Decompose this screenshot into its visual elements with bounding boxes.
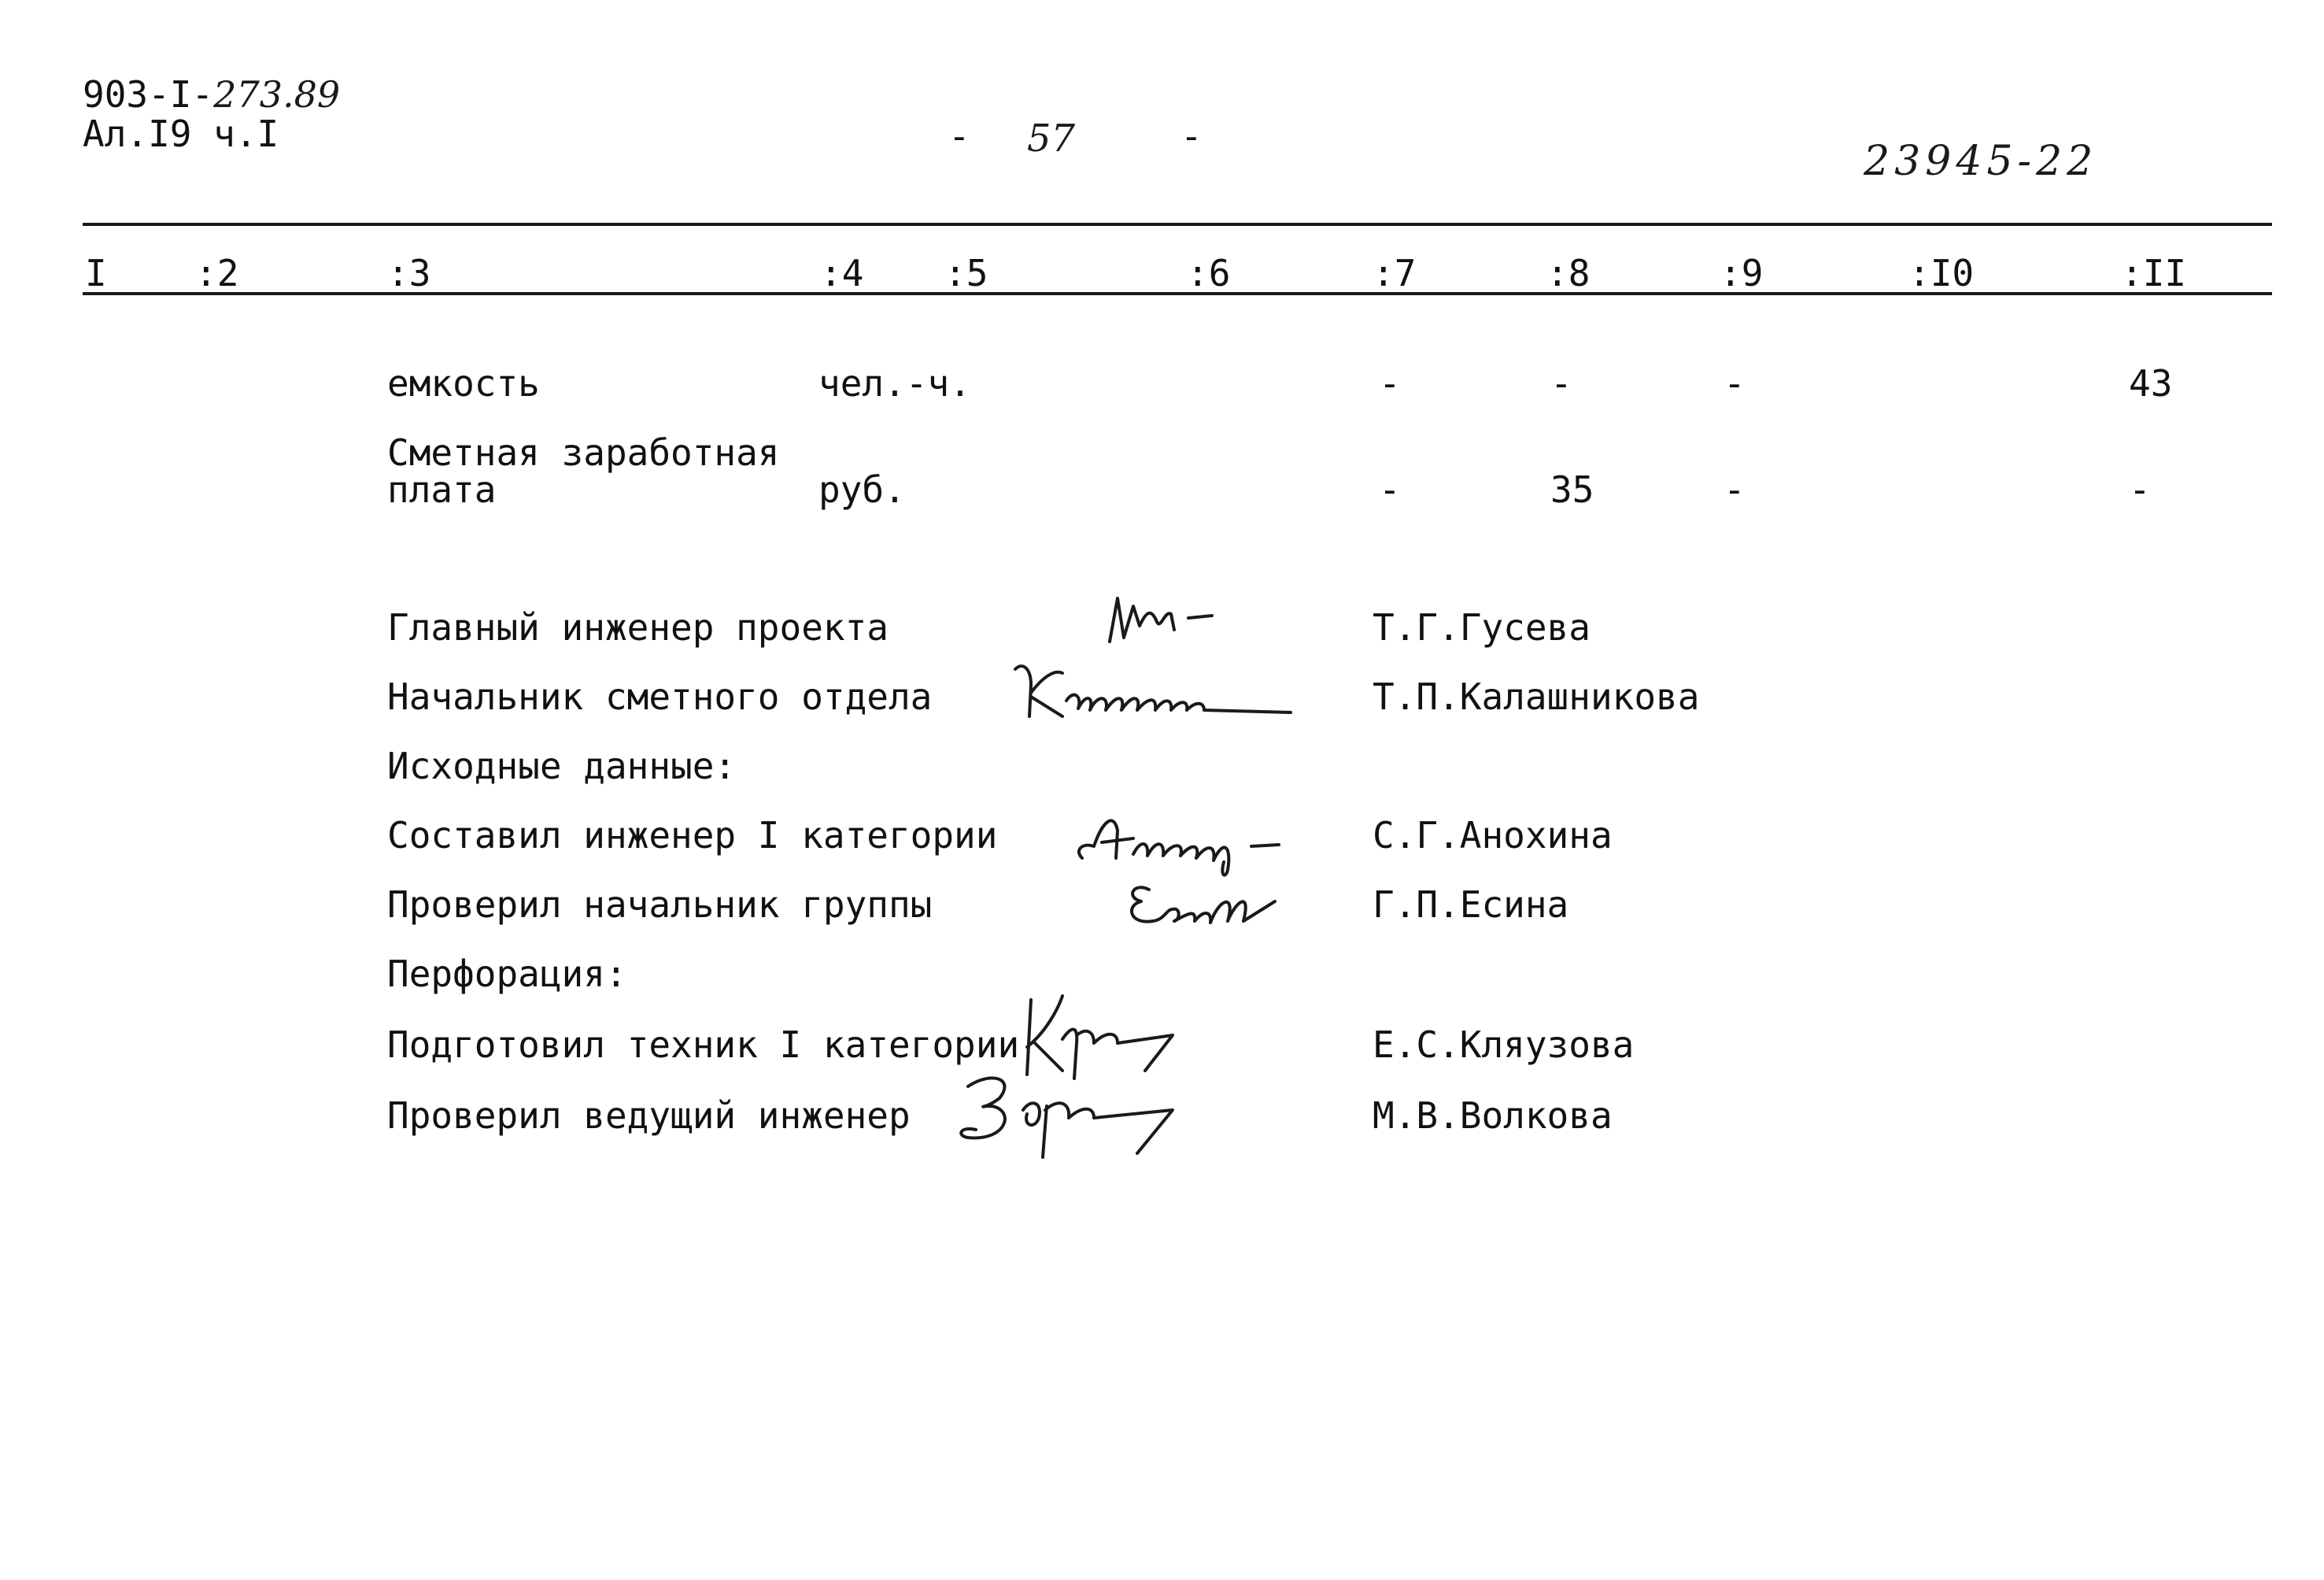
column-header: :8 [1546, 252, 1591, 294]
column-header: :6 [1187, 252, 1231, 294]
signature-esina-handwriting [1118, 866, 1306, 937]
table-top-rule [83, 223, 2272, 226]
row-unit: руб. [818, 468, 906, 511]
column-header: :5 [944, 252, 988, 294]
signature-role: Составил инженер I категории [387, 814, 998, 857]
column-header: :II [2121, 252, 2187, 294]
column-header: :2 [195, 252, 239, 294]
document-code-handwritten: 273.89 [213, 73, 341, 116]
signature-name: Е.С.Кляузова [1373, 1023, 1635, 1066]
signature-name: Т.П.Калашникова [1373, 675, 1700, 718]
document-code [83, 75, 340, 114]
row-name: Сметная заработная [387, 431, 780, 474]
row-name: плата [387, 468, 497, 511]
column-header: I [85, 252, 107, 294]
page-number: 57 [1027, 117, 1076, 161]
page-dash-right: - [1180, 115, 1203, 157]
column-header: :7 [1373, 252, 1417, 294]
column-header: :4 [820, 252, 864, 294]
signature-role: Начальник сметного отдела [387, 675, 933, 718]
signature-name: С.Г.Анохина [1373, 814, 1613, 857]
cell-col8: - [1550, 362, 1572, 405]
signature-name: Т.Г.Гусева [1373, 606, 1591, 649]
document-code-printed: 903-I- [83, 73, 214, 116]
signature-role: Проверил ведущий инженер [387, 1094, 911, 1137]
signature-name: М.В.Волкова [1373, 1094, 1613, 1137]
cell-col8: 35 [1550, 468, 1594, 511]
signature-volkova-handwriting [944, 1063, 1196, 1165]
cell-col11: 43 [2129, 362, 2173, 405]
cell-col7: - [1379, 468, 1401, 511]
column-header: :3 [387, 252, 431, 294]
row-name: емкость [387, 362, 540, 405]
signature-role: Подготовил техник I категории [387, 1023, 1020, 1066]
cell-col7: - [1379, 362, 1401, 405]
cell-col9: - [1724, 468, 1746, 511]
signature-role: Главный инженер проекта [387, 606, 889, 649]
signature-kalashnikova-handwriting [1007, 653, 1306, 732]
column-header: :I0 [1908, 252, 1975, 294]
section-heading: Перфорация: [387, 953, 627, 995]
column-header: :9 [1720, 252, 1764, 294]
cell-col11: - [2129, 468, 2151, 511]
page-dash-left: - [948, 115, 970, 157]
inventory-number: 23945-22 [1864, 138, 2098, 185]
signature-name: Г.П.Есина [1373, 883, 1569, 926]
signature-gusev-handwriting [1102, 583, 1259, 653]
cell-col9: - [1724, 362, 1746, 405]
row-unit: чел.-ч. [818, 362, 971, 405]
album-label: Ал.I9 ч.I [83, 113, 279, 155]
section-heading: Исходные данные: [387, 745, 737, 787]
signature-role: Проверил начальник группы [387, 883, 933, 926]
